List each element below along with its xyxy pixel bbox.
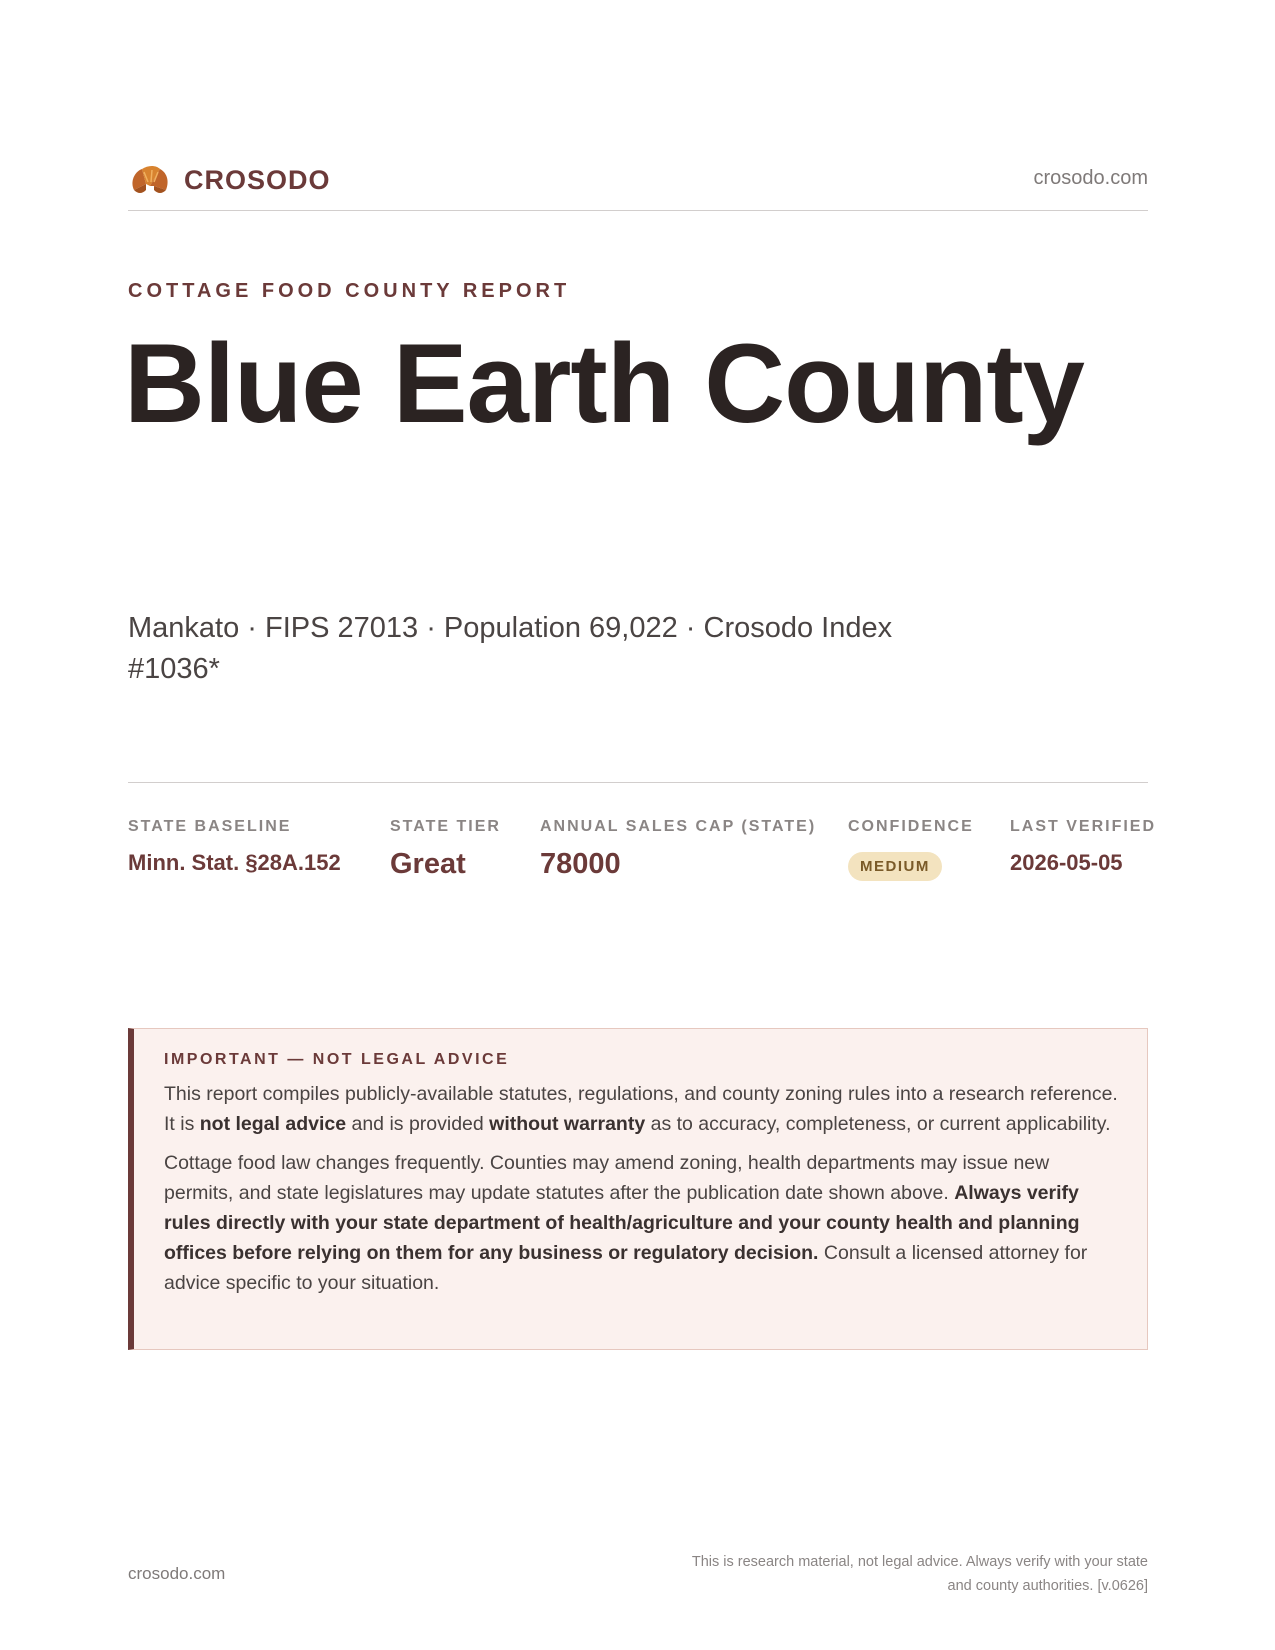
stat-last-verified bbox=[1010, 818, 1156, 876]
stat-value: Great bbox=[390, 848, 466, 880]
stat-state-baseline bbox=[128, 818, 341, 876]
header bbox=[128, 160, 1148, 208]
page-title: Blue Earth County bbox=[124, 321, 1084, 446]
footer-disclaimer-line: This is research material, not legal advice. Always verify with your state bbox=[691, 1554, 1148, 1570]
section-divider bbox=[128, 782, 1148, 783]
footer-disclaimer bbox=[628, 1550, 1148, 1598]
brand-name: CROSODO bbox=[184, 164, 331, 195]
notice-text: This report compiles publicly-available statutes, regulations, and county zoning rules into a research reference. It is bbox=[164, 1083, 1118, 1135]
notice-emphasis: Always verify rules directly with your state department of health/agriculture and your county health and planning offices before relying on them for any business or regulatory decision. bbox=[164, 1182, 1080, 1264]
stat-value: 78000 bbox=[540, 848, 621, 880]
stat-annual-sales-cap bbox=[540, 818, 816, 881]
notice-emphasis: not legal advice bbox=[199, 1113, 347, 1135]
notice-paragraph bbox=[164, 1148, 1123, 1298]
brand[interactable] bbox=[128, 160, 331, 200]
notice-label: IMPORTANT — NOT LEGAL ADVICE bbox=[164, 1051, 510, 1068]
stat-state-tier bbox=[390, 818, 501, 881]
footer-url[interactable]: crosodo.com bbox=[128, 1564, 226, 1583]
notice-paragraph bbox=[164, 1079, 1123, 1139]
footer-disclaimer-line: and county authorities. [v.0626] bbox=[947, 1578, 1148, 1594]
croissant-icon bbox=[128, 160, 172, 200]
notice-text: Cottage food law changes frequently. Counties may amend zoning, health departments may issue new permits, and state legislatures may update statutes after the publication date shown above. bbox=[164, 1152, 1050, 1204]
stats-row bbox=[128, 818, 1157, 898]
notice-text: as to accuracy, completeness, or current applicability. bbox=[645, 1113, 1111, 1135]
stat-label: LAST VERIFIED bbox=[1010, 818, 1157, 835]
header-divider bbox=[128, 210, 1148, 211]
stat-value: Minn. Stat. §28A.152 bbox=[128, 850, 341, 875]
notice-emphasis: without warranty bbox=[489, 1113, 646, 1135]
stat-label: CONFIDENCE bbox=[848, 818, 974, 835]
notice-text: Consult a licensed attorney for advice specific to your situation. bbox=[164, 1242, 1088, 1294]
notice-text: and is provided bbox=[346, 1113, 490, 1135]
report-eyebrow: COTTAGE FOOD COUNTY REPORT bbox=[128, 280, 571, 302]
confidence-badge: MEDIUM bbox=[848, 852, 942, 881]
stat-value: 2026-05-05 bbox=[1010, 850, 1123, 875]
stat-label: STATE TIER bbox=[390, 818, 501, 835]
report-page bbox=[124, 0, 1157, 1650]
stat-label: ANNUAL SALES CAP (STATE) bbox=[540, 818, 817, 835]
report-subtitle: Mankato · FIPS 27013 · Population 69,022 · Crosodo Index #1036* bbox=[128, 612, 893, 685]
header-url[interactable]: crosodo.com bbox=[1033, 167, 1148, 189]
stat-label: STATE BASELINE bbox=[128, 818, 292, 835]
stat-confidence bbox=[848, 818, 974, 881]
legal-notice bbox=[128, 1028, 1148, 1350]
